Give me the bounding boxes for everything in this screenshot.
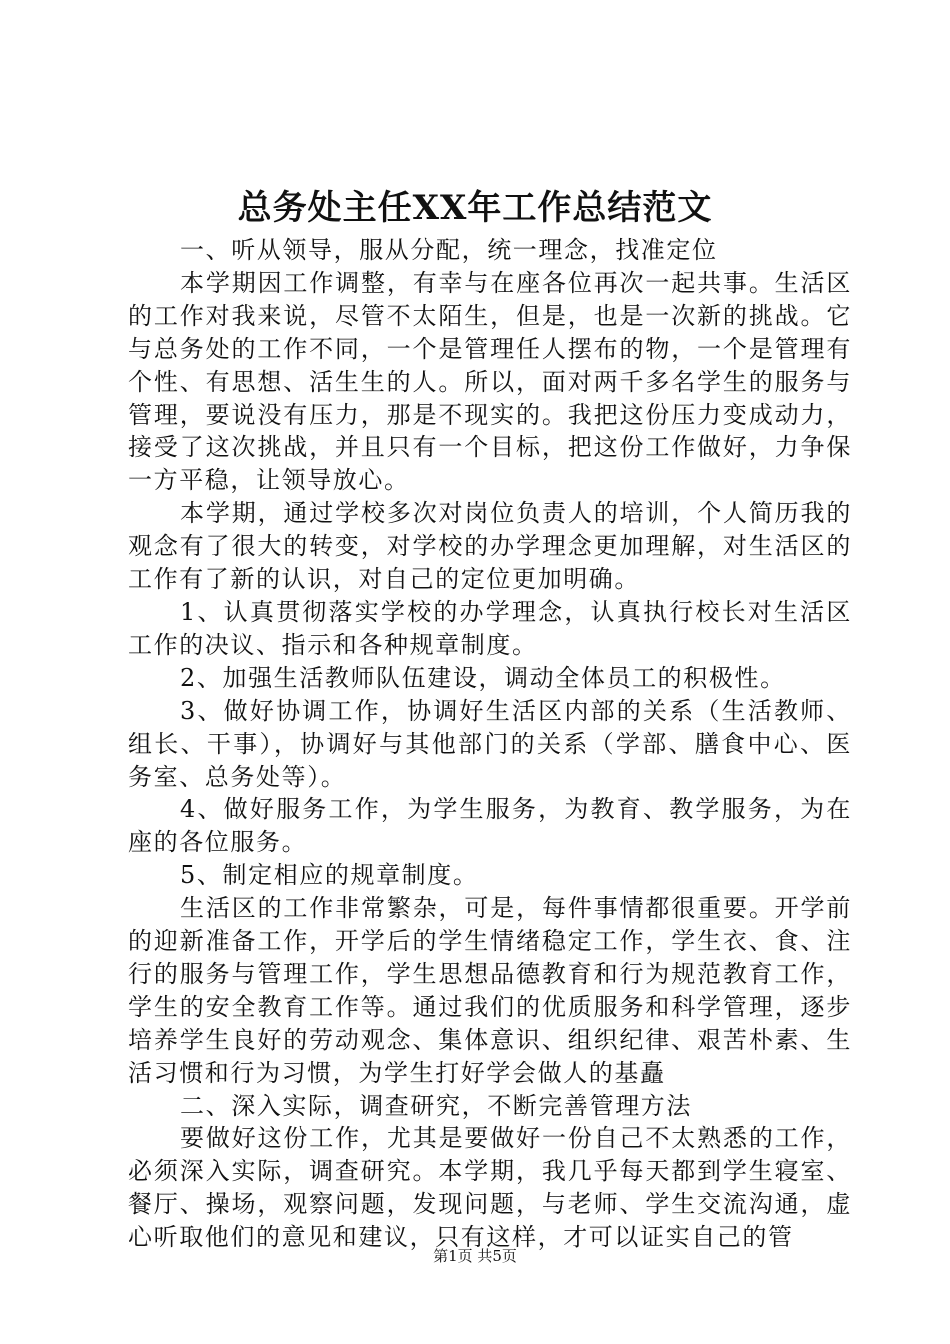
list-item: 2、加强生活教师队伍建设，调动全体员工的积极性。 [180, 663, 786, 692]
list-item: 4、做好服务工作，为学生服务，为教育、教学服务，为在座的各位服务。 [128, 795, 852, 857]
paragraph: 生活区的工作非常繁杂，可是，每件事情都很重要。开学前的迎新准备工作，开学后的学生情绪稳定工作，学生衣、食、注行的服务与管理工作，学生思想品德教育和行为规范教育工作，学生的安全教育工作等。通过我们的优质服务和科学管理，逐步培养学生良好的劳动观念、集体意识、组织纪律、艰苦朴素、生活习惯和行为习惯，为学生打好学会做人的基矗 [128, 894, 852, 1087]
document-body [128, 234, 852, 1254]
section-heading-2: 二、深入实际，调查研究，不断完善管理方法 [180, 1091, 692, 1120]
document-title: 总务处主任XX年工作总结范文 [237, 188, 713, 228]
list-item: 5、制定相应的规章制度。 [180, 861, 479, 890]
section-heading-1: 一、听从领导，服从分配，统一理念，找准定位 [180, 236, 718, 264]
paragraph: 本学期，通过学校多次对岗位负责人的培训，个人简历我的观念有了很大的转变，对学校的办学理念更加理解，对生活区的工作有了新的认识，对自己的定位更加明确。 [128, 499, 852, 594]
paragraph: 要做好这份工作，尤其是要做好一份自己不太熟悉的工作，必须深入实际，调查研究。本学期，我几乎每天都到学生寝室、餐厅、操场，观察问题，发现问题，与老师、学生交流沟通，虚心听取他们的意见和建议，只有这样，才可以证实自己的管 [128, 1124, 852, 1252]
paragraph: 本学期因工作调整，有幸与在座各位再次一起共事。生活区的工作对我来说，尽管不太陌生，但是，也是一次新的挑战。它与总务处的工作不同，一个是管理任人摆布的物，一个是管理有个性、有思想、活生生的人。所以，面对两千多名学生的服务与管理，要说没有压力，那是不现实的。我把这份压力变成动力，接受了这次挑战，并且只有一个目标，把这份工作做好，力争保一方平稳，让领导放心。 [128, 268, 852, 495]
list-item: 3、做好协调工作，协调好生活区内部的关系（生活教师、组长、干事），协调好与其他部门的关系（学部、膳食中心、医务室、总务处等）。 [128, 696, 852, 791]
page-number-footer: 第1页 共5页 [433, 1247, 517, 1265]
list-item: 1、认真贯彻落实学校的办学理念，认真执行校长对生活区工作的决议、指示和各种规章制度。 [128, 597, 852, 659]
